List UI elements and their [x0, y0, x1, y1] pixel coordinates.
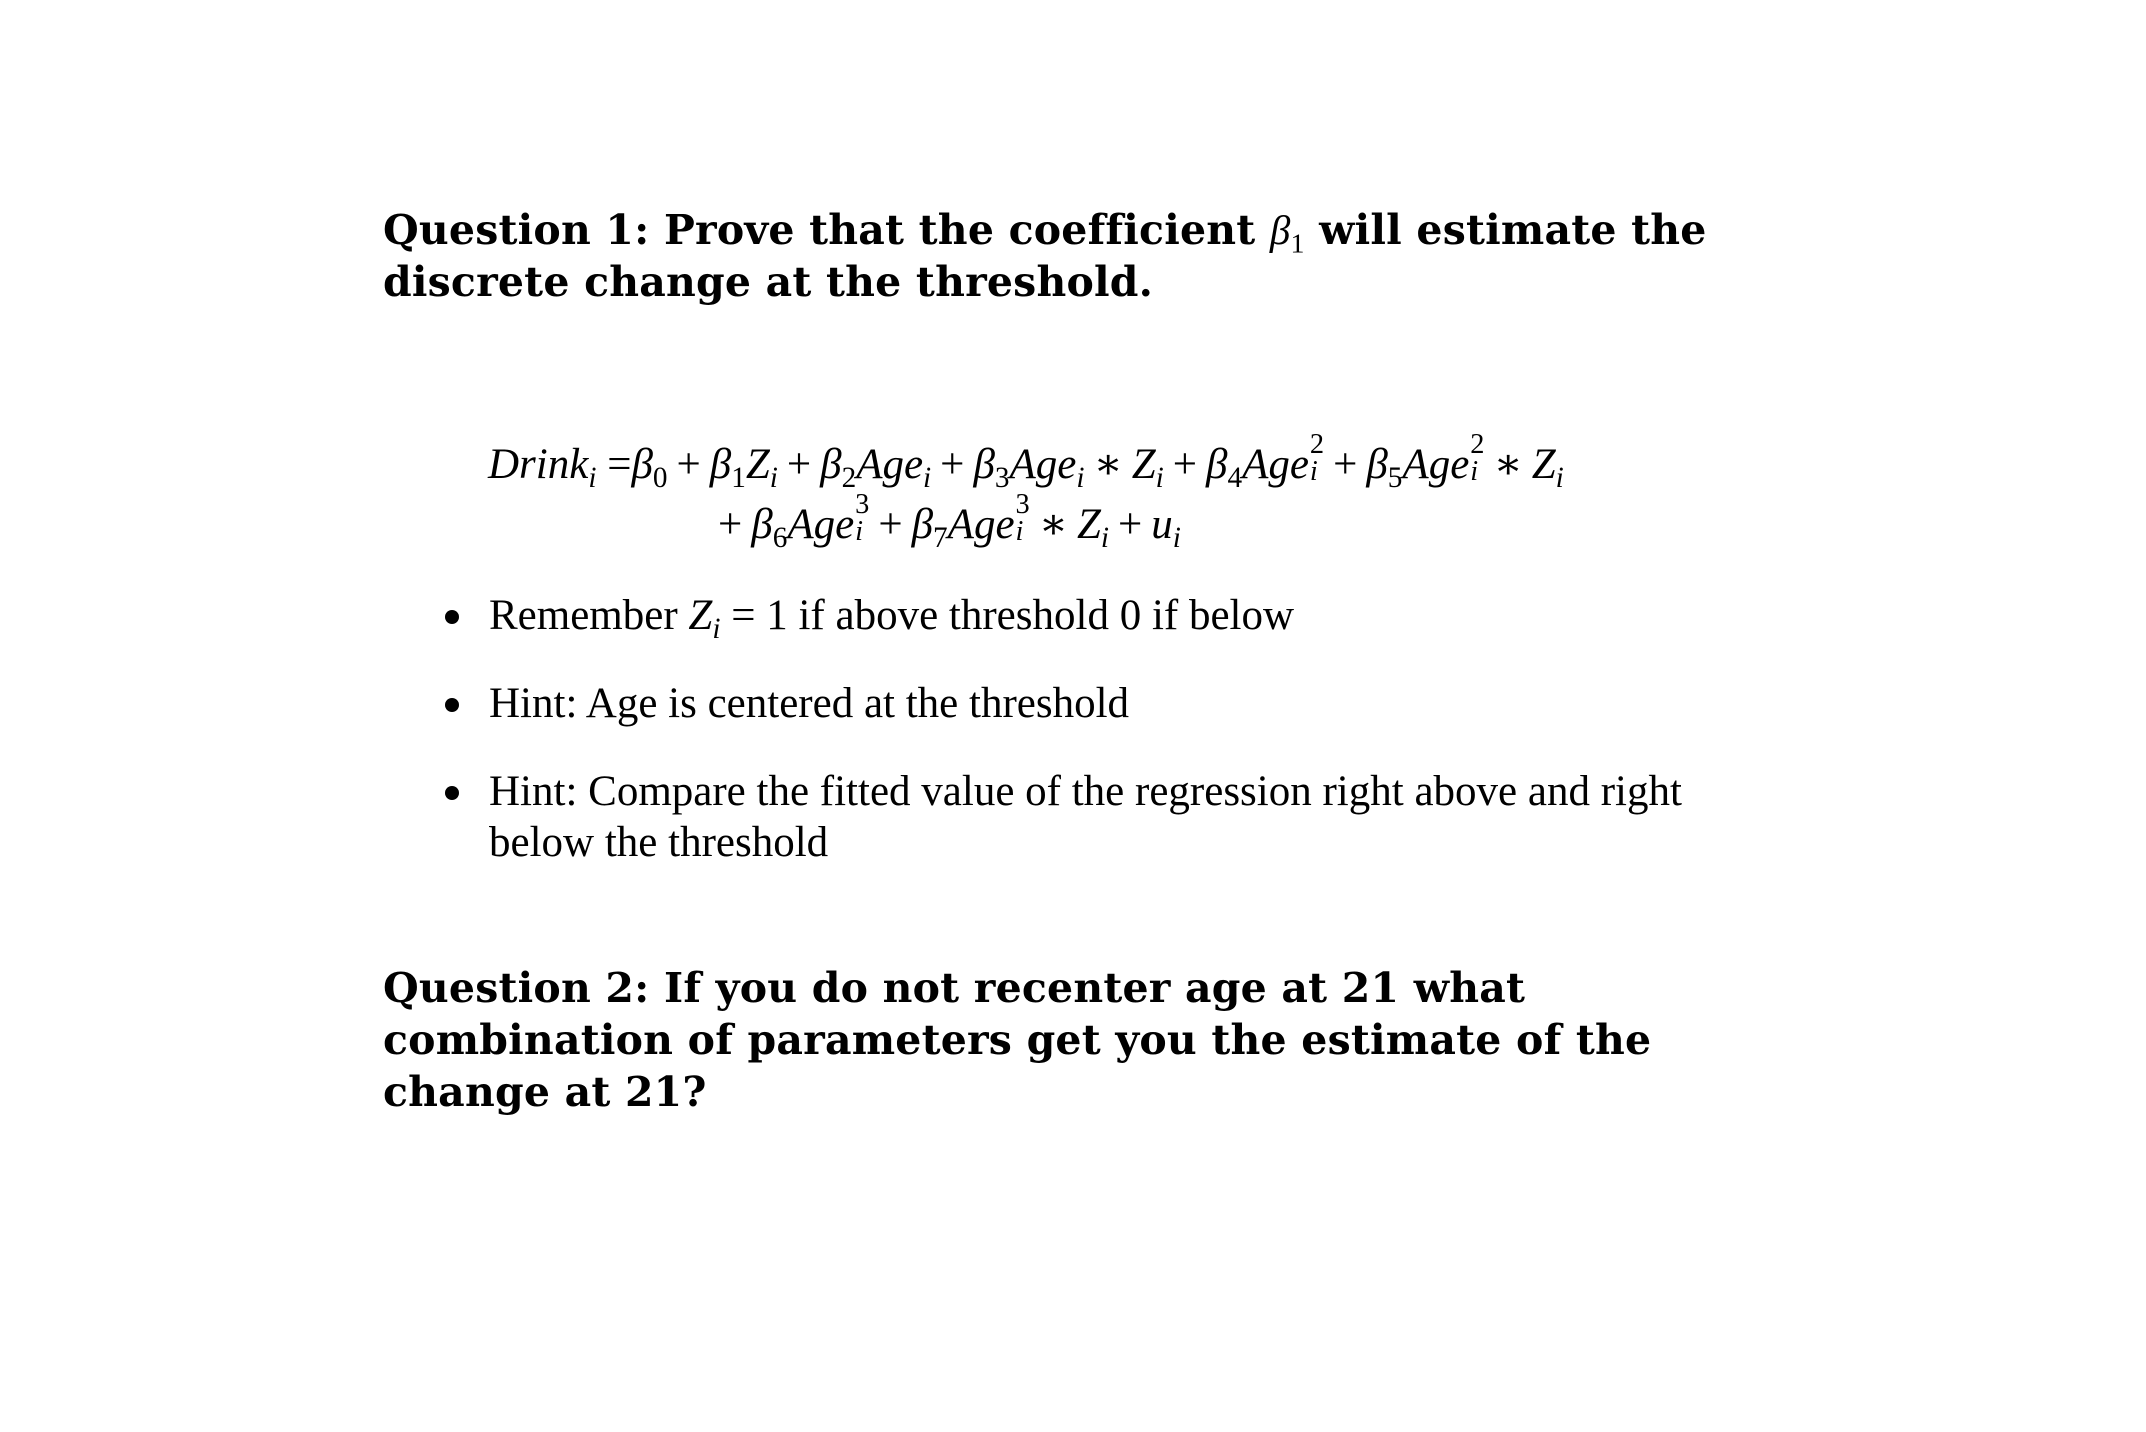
equation-line-2: + $\beta_6Age$ 3 i + $\beta_7Age$ 3 i ∗ $Z_i + u_i$: [718, 488, 1181, 554]
equation-line-1: Drink$_i$ $=\beta_0 + \beta_1Z_i + \beta_2Age_i + \beta_3Age_i$ ∗ $Z_i + \beta_4Age$ 2 i + $\beta_5Age$ 2 i ∗ $Z_i$: [488, 429, 1564, 494]
document-page: [383, 0, 1783, 1432]
hint-list: [445, 590, 1785, 905]
regression-equation: [488, 429, 1788, 554]
question-2-text: If you do not recenter age at 21 what combination of parameters get you the estimate of the change at 21?: [383, 964, 1652, 1116]
bullet-1-text-after: if above threshold 0 if below: [798, 592, 1295, 639]
z-equals-one: $Z_i = 1$: [688, 592, 788, 645]
bullet-2-text: Hint: Age is centered at the threshold: [489, 680, 1130, 727]
question-1-label: Question 1:: [383, 206, 650, 254]
list-item: [445, 590, 1785, 645]
question-2-label: Question 2:: [383, 964, 650, 1012]
question-1: [383, 204, 1783, 308]
bullet-3-text: Hint: Compare the fitted value of the regression right above and right below the threshold: [489, 768, 1682, 866]
beta-1-symbol: $\beta_1$: [1269, 207, 1305, 260]
list-item: [445, 766, 1785, 868]
bullet-dot: [445, 610, 459, 624]
question-1-text-after: will estimate the discrete change at the threshold.: [383, 206, 1707, 306]
bullet-dot: [445, 786, 459, 800]
bullet-dot: [445, 698, 459, 712]
question-1-text-before: Prove that the coefficient: [663, 206, 1256, 254]
bullet-1-text-before: Remember: [489, 592, 678, 639]
list-item: [445, 678, 1785, 729]
question-2: [383, 962, 1783, 1118]
